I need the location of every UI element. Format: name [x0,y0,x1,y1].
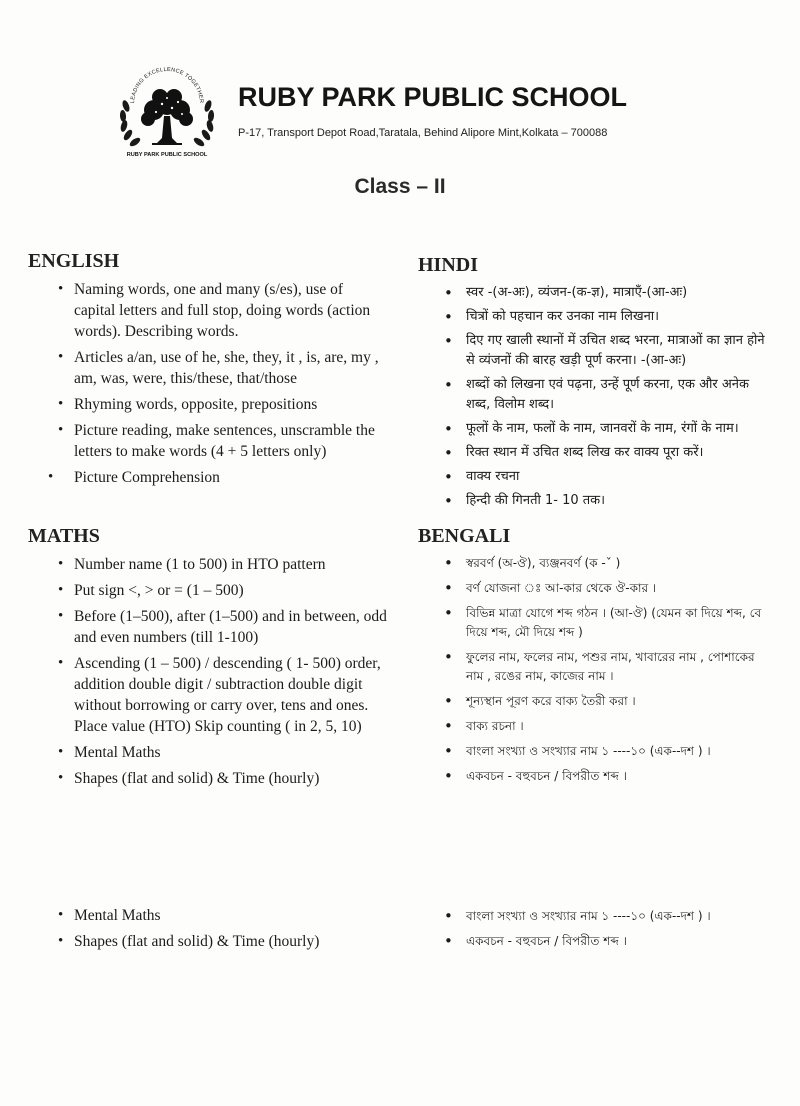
repeat-maths-item: • Mental Maths [28,905,388,926]
right-column [418,254,770,792]
bengali-item: • বাক্য রচনা । [418,717,770,736]
english-heading: ENGLISH [28,250,120,272]
bengali-item: • বিভিন্ন মাত্রা যোগে শব্দ গঠন । (আ-ঔ) (যেমন কা দিয়ে শব্দ, বে দিয়ে শব্দ, মৌ দিয়ে শব্দ ) [418,604,770,642]
maths-item: • Put sign <, > or = (1 – 500) [28,580,388,601]
hindi-item: • रिक्त स्थान में उचित शब्द लिख कर वाक्य पूरा करें। [418,443,770,463]
bengali-heading: BENGALI [418,525,511,547]
english-item: • Picture reading, make sentences, unscramble the letters to make words (4 + 5 letters only) [28,420,388,462]
english-item: • Picture Comprehension [28,467,388,488]
bengali-item: • ফুলের নাম, ফলের নাম, পশুর নাম, খাবারের নাম , পোশাকের নাম , রঙের নাম, কাজের নাম । [418,648,770,686]
hindi-item: • स्वर -(अ-अः), व्यंजन-(क-ज्ञ), मात्राएँ-(आ-अः) [418,283,770,303]
class-title: Class – II [354,175,446,198]
repeat-maths-item: • Shapes (flat and solid) & Time (hourly) [28,931,388,952]
hindi-item: • वाक्य रचना [418,467,770,487]
english-item: • Articles a/an, use of he, she, they, it , is, are, my , am, was, were, this/these, that/those [28,347,388,389]
school-logo [112,64,222,164]
maths-heading: MATHS [28,525,100,547]
hindi-item: • फूलों के नाम, फलों के नाम, जानवरों के नाम, रंगों के नाम। [418,419,770,439]
repeat-bengali-item: • বাংলা সংখ্যা ও সংখ্যার নাম ১ ----১০ (এক--দশ ) । [418,907,770,926]
maths-item: • Ascending (1 – 500) / descending ( 1- 500) order, addition double digit / subtraction double digit without borrowing or carry over, tens and ones. Place value (HTO) Skip counting ( in 2, 5, 10) [28,653,388,737]
bengali-item: • একবচন - বহুবচন / বিপরীত শব্দ । [418,767,770,786]
english-item: • Rhyming words, opposite, prepositions [28,394,388,415]
hindi-item: • दिए गए खाली स्थानों में उचित शब्द भरना, मात्राओं का ज्ञान होने से व्यंजनों की बारह खड़ी पूर्ण करना। -(आ-अः) [418,331,770,371]
svg-text:LEADING EXCELLENCE TOGETHER: LEADING EXCELLENCE TOGETHER [129,66,205,104]
english-item: • Naming words, one and many (s/es), use of capital letters and full stop, doing words (action words). Describing words. [28,279,388,342]
maths-item: • Shapes (flat and solid) & Time (hourly) [28,768,388,789]
bengali-item: • বাংলা সংখ্যা ও সংখ্যার নাম ১ ----১০ (এক--দশ ) । [418,742,770,761]
bengali-item: • স্বরবর্ণ (অ-ঔ), ব্যঞ্জনবর্ণ (ক -ˇ ) [418,554,770,573]
bengali-list [418,554,770,786]
bengali-item: • বর্ণ যোজনা ঃ আ-কার থেকে ঔ-কার । [418,579,770,598]
repeat-maths-list [28,905,388,952]
repeat-left-column [28,905,388,957]
maths-list [28,554,388,789]
bengali-item: • শূন্যস্থান পূরণ করে বাক্য তৈরী করা । [418,692,770,711]
repeat-bengali-item: • একবচন - বহুবচন / বিপরীত শব্দ । [418,932,770,951]
school-name: RUBY PARK PUBLIC SCHOOL [238,82,628,112]
repeat-bengali-list [418,907,770,951]
english-list [28,279,388,488]
maths-item: • Before (1–500), after (1–500) and in between, odd and even numbers (till 1-100) [28,606,388,648]
hindi-heading: HINDI [418,254,479,276]
logo-school-name: RUBY PARK PUBLIC SCHOOL [126,152,208,158]
maths-item: • Mental Maths [28,742,388,763]
hindi-item: • चित्रों को पहचान कर उनका नाम लिखना। [418,307,770,327]
left-column [28,250,388,794]
school-address: P-17, Transport Depot Road,Taratala, Behind Alipore Mint,Kolkata – 700088 [238,127,608,139]
hindi-list [418,283,770,511]
tree-emblem-icon [112,64,222,164]
hindi-item: • शब्दों को लिखना एवं पढ़ना, उन्हें पूर्ण करना, एक और अनेक शब्द, विलोम शब्द। [418,375,770,415]
maths-item: • Number name (1 to 500) in HTO pattern [28,554,388,575]
hindi-item: • हिन्दी की गिनती 1- 10 तक। [418,491,770,511]
repeat-right-column [418,907,770,957]
